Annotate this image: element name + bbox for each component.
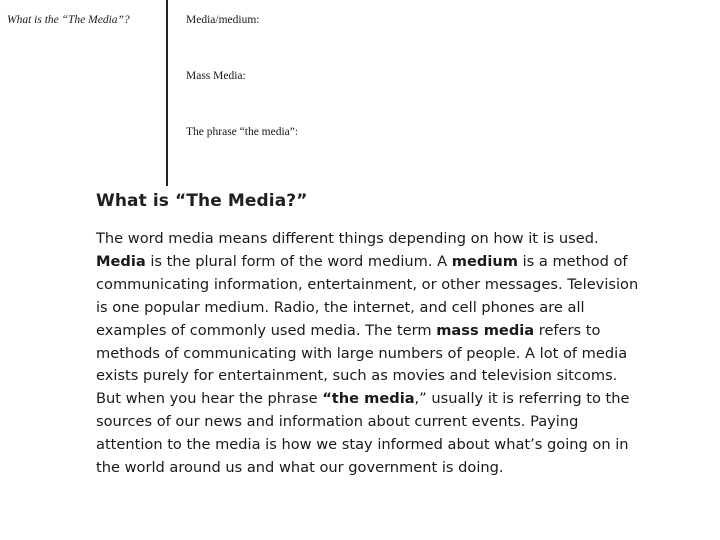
article-line [96,251,696,274]
article-line [96,434,696,457]
article-line [96,457,696,480]
text-run: attention to the media is how we stay informed about what’s going on in [96,436,629,454]
bold-term: Media [96,252,146,270]
worksheet-question: What is the “The Media”? [7,14,130,26]
text-run: ,” usually it is referring to the [414,390,630,408]
text-run: communicating information, entertainment, or other messages. Television [96,275,639,293]
bold-term: “the media [322,390,415,408]
article-line [96,297,696,320]
article-title: What is “The Media?” [96,191,308,211]
text-run: refers to [534,321,601,339]
article-line [96,274,696,297]
term-mass-media: Mass Media: [186,70,246,82]
article-line [96,320,696,343]
text-run: exists purely for entertainment, such as movies and television sitcoms. [96,367,618,385]
text-run: The word media means different things depending on how it is used. [96,230,599,247]
article-line [96,365,696,388]
text-run: is the plural form of the word medium. A [145,252,452,270]
article-body [96,228,696,480]
bold-term: mass media [436,321,535,339]
worksheet-divider [166,0,168,186]
text-run: methods of communicating with large numbers of people. A lot of media [96,344,628,362]
article-line [96,343,696,366]
article-line [96,228,696,251]
text-run: sources of our news and information about current events. Paying [96,413,579,431]
text-run: the world around us and what our government is doing. [96,459,504,477]
text-run: is one popular medium. Radio, the internet, and cell phones are all [96,298,585,316]
article-line [96,388,696,411]
term-media-medium: Media/medium: [186,14,260,26]
term-the-media-phrase: The phrase “the media”: [186,126,299,138]
text-run: But when you hear the phrase [96,390,323,408]
text-run: examples of commonly used media. The term [96,321,437,339]
article-line [96,411,696,434]
text-run: is a method of [517,252,628,270]
bold-term: medium [451,252,518,270]
